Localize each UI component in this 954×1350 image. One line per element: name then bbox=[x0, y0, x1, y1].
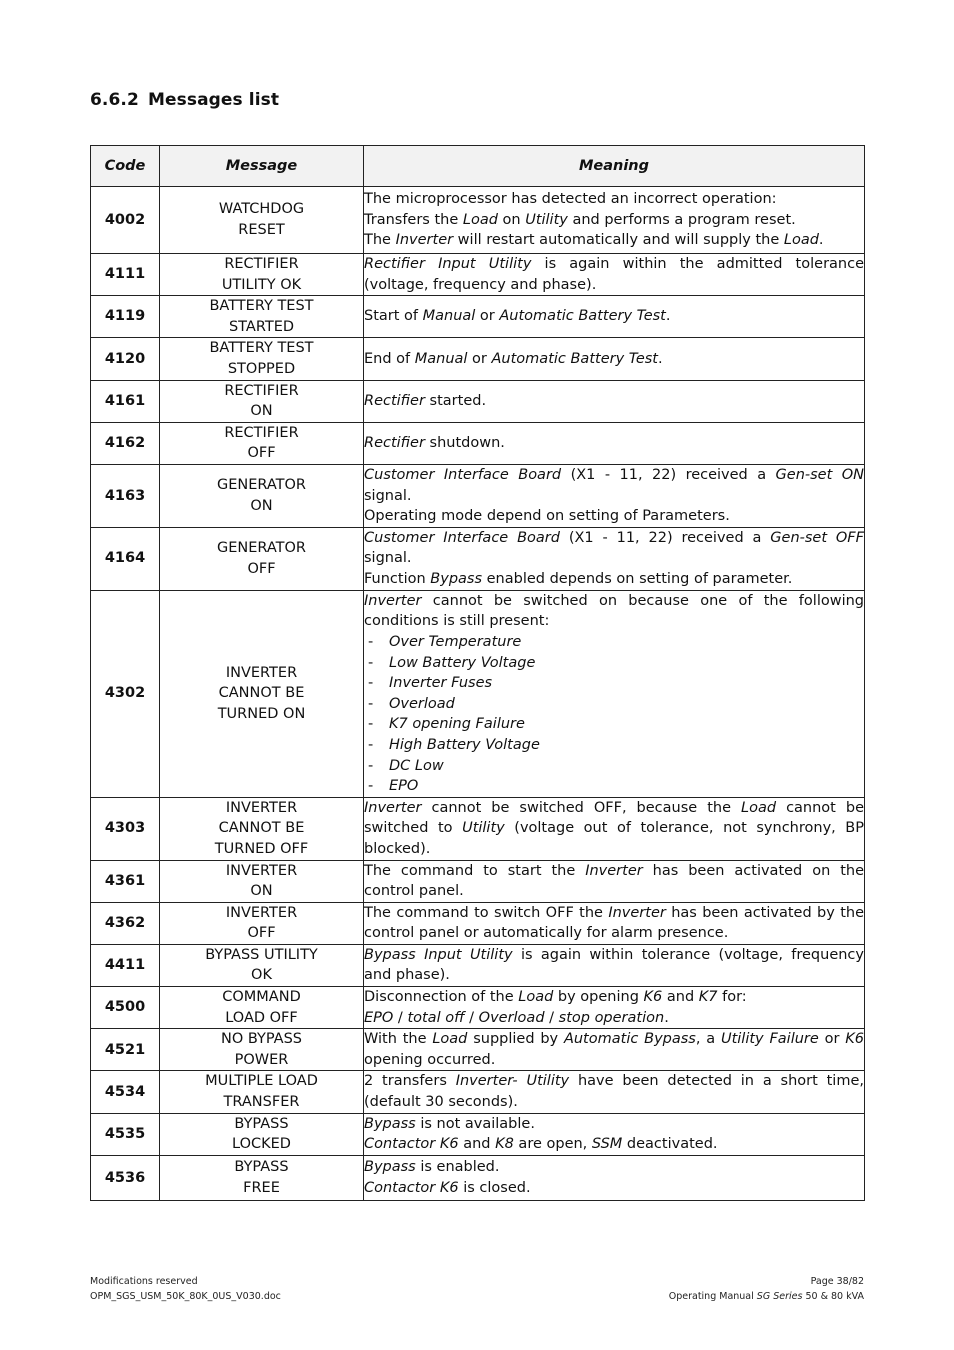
text-run: will restart automatically and will supply the bbox=[453, 232, 784, 249]
text-run: Start of bbox=[364, 308, 423, 325]
message-text bbox=[160, 1155, 364, 1200]
text-run: / bbox=[544, 1009, 559, 1026]
table-row bbox=[91, 422, 865, 464]
text-run: has been activated by the control panel or automatically for alarm presence. bbox=[364, 904, 864, 942]
text-run: and bbox=[662, 989, 699, 1006]
message-code: 4534 bbox=[91, 1071, 160, 1113]
message-line: NO BYPASS bbox=[220, 1031, 303, 1048]
text-run: . bbox=[665, 308, 671, 325]
meaning-paragraph bbox=[364, 1178, 864, 1199]
message-code: 4500 bbox=[91, 987, 160, 1029]
message-line: BYPASS UTILITY bbox=[205, 946, 318, 963]
message-meaning bbox=[364, 422, 865, 464]
message-code: 4536 bbox=[91, 1155, 160, 1200]
text-run: The command to switch OFF the bbox=[364, 904, 609, 921]
message-line: TURNED ON bbox=[217, 706, 306, 723]
text-run: is enabled. bbox=[415, 1159, 500, 1176]
text-run: supplied by bbox=[467, 1031, 564, 1048]
table-row bbox=[91, 296, 865, 338]
text-run: opening occurred. bbox=[364, 1051, 496, 1068]
footer-manual-title bbox=[669, 1289, 864, 1304]
condition-item: - DC Low bbox=[364, 756, 864, 777]
message-line: GENERATOR bbox=[216, 477, 307, 494]
text-run: Gen-set OFF bbox=[770, 529, 864, 546]
text-run: have been detected in a short time, (default 30 seconds). bbox=[364, 1073, 864, 1111]
condition-item: - EPO bbox=[364, 776, 864, 797]
meaning-paragraph bbox=[364, 945, 864, 986]
message-code: 4111 bbox=[91, 254, 160, 296]
text-run: Disconnection of the bbox=[364, 989, 519, 1006]
meaning-paragraph bbox=[364, 349, 864, 370]
meaning-paragraph bbox=[364, 1008, 864, 1029]
text-run: cannot be switched on because one of the following conditions is still present: bbox=[364, 592, 864, 630]
message-text bbox=[160, 296, 364, 338]
meaning-paragraph bbox=[364, 987, 864, 1008]
message-code: 4002 bbox=[91, 187, 160, 254]
message-code: 4163 bbox=[91, 464, 160, 527]
text-run: deactivated. bbox=[622, 1136, 718, 1153]
message-meaning bbox=[364, 527, 865, 590]
text-run: shutdown. bbox=[424, 435, 505, 452]
message-code: 4161 bbox=[91, 380, 160, 422]
text-run: or bbox=[475, 308, 500, 325]
text-run: The bbox=[364, 232, 396, 249]
footer-modifications: Modifications reserved bbox=[90, 1276, 198, 1287]
meaning-paragraph bbox=[364, 465, 864, 506]
message-line: POWER bbox=[234, 1051, 289, 1068]
text-run: is again within tolerance (voltage, frequency and phase). bbox=[364, 946, 864, 984]
message-line: BATTERY TEST bbox=[209, 340, 314, 357]
message-text bbox=[160, 464, 364, 527]
meaning-paragraph bbox=[364, 254, 864, 295]
text-run: Automatic Battery Test bbox=[491, 350, 658, 367]
meaning-paragraph bbox=[364, 1157, 864, 1178]
table-row bbox=[91, 987, 865, 1029]
condition-item: - High Battery Voltage bbox=[364, 735, 864, 756]
text-run: for: bbox=[717, 989, 747, 1006]
condition-item: - Over Temperature bbox=[364, 632, 864, 653]
message-line: MULTIPLE LOAD bbox=[205, 1073, 318, 1090]
text-run: Utility bbox=[462, 820, 505, 837]
text-run: Inverter bbox=[364, 592, 422, 609]
message-line: STOPPED bbox=[227, 360, 296, 377]
message-line: GENERATOR bbox=[216, 540, 307, 557]
text-run: Utility bbox=[525, 211, 568, 228]
message-line: FREE bbox=[243, 1179, 280, 1196]
message-meaning bbox=[364, 464, 865, 527]
table-row bbox=[91, 187, 865, 254]
message-meaning bbox=[364, 860, 865, 902]
table-row bbox=[91, 860, 865, 902]
text-run: Inverter bbox=[364, 799, 422, 816]
table-row bbox=[91, 1113, 865, 1155]
text-run: Operating Manual bbox=[668, 1291, 757, 1302]
message-line: OFF bbox=[247, 445, 276, 462]
table-header-row bbox=[91, 146, 865, 187]
text-run: is closed. bbox=[458, 1179, 531, 1196]
text-run: Inverter bbox=[608, 904, 666, 921]
table-row bbox=[91, 797, 865, 860]
text-run: Contactor K6 bbox=[364, 1136, 459, 1153]
message-line: RECTIFIER bbox=[224, 382, 299, 399]
meaning-paragraph bbox=[364, 798, 864, 860]
text-run: signal. bbox=[364, 487, 412, 504]
condition-item: - Low Battery Voltage bbox=[364, 653, 864, 674]
meaning-paragraph bbox=[364, 306, 864, 327]
text-run: or bbox=[467, 350, 492, 367]
footer-page-number: Page 38/82 bbox=[810, 1276, 864, 1287]
text-run: 50 & 80 kVA bbox=[802, 1291, 864, 1302]
text-run: enabled depends on setting of parameter. bbox=[482, 571, 793, 588]
table-row bbox=[91, 254, 865, 296]
meaning-paragraph bbox=[364, 1071, 864, 1112]
text-run: Customer Interface Board bbox=[364, 466, 562, 483]
meaning-paragraph bbox=[364, 528, 864, 569]
message-text bbox=[160, 987, 364, 1029]
table-body bbox=[91, 187, 865, 1201]
text-run: Inverter- Utility bbox=[455, 1073, 570, 1090]
text-run: Overload bbox=[478, 1009, 545, 1026]
message-code: 4361 bbox=[91, 860, 160, 902]
text-run: / bbox=[464, 1009, 479, 1026]
message-code: 4164 bbox=[91, 527, 160, 590]
message-line: OFF bbox=[247, 925, 276, 942]
message-line: STARTED bbox=[228, 318, 295, 335]
messages-table bbox=[90, 145, 865, 1201]
message-line: LOCKED bbox=[232, 1136, 291, 1153]
section-heading bbox=[90, 90, 279, 110]
footer-left bbox=[90, 1274, 281, 1304]
header-message: Message bbox=[160, 146, 364, 187]
text-run: The microprocessor has detected an incorrect operation: bbox=[364, 191, 777, 208]
table-row bbox=[91, 944, 865, 986]
message-meaning bbox=[364, 590, 865, 797]
message-meaning bbox=[364, 1155, 865, 1200]
text-run: Customer Interface Board bbox=[364, 529, 560, 546]
message-meaning bbox=[364, 797, 865, 860]
message-text bbox=[160, 422, 364, 464]
text-run: With the bbox=[364, 1031, 433, 1048]
message-text bbox=[160, 1113, 364, 1155]
text-run: started. bbox=[424, 392, 487, 409]
message-line: INVERTER bbox=[225, 862, 298, 879]
meaning-paragraph bbox=[364, 433, 864, 454]
text-run: Inverter bbox=[395, 232, 454, 249]
header-code: Code bbox=[91, 146, 160, 187]
message-meaning bbox=[364, 380, 865, 422]
text-run: . bbox=[664, 1009, 669, 1026]
message-line: BYPASS bbox=[234, 1115, 289, 1132]
message-line: RECTIFIER bbox=[224, 256, 299, 272]
message-text bbox=[160, 797, 364, 860]
message-line: TRANSFER bbox=[223, 1094, 300, 1111]
text-run: Rectifier Input Utility bbox=[364, 256, 532, 272]
condition-list bbox=[364, 632, 864, 797]
text-run: , a bbox=[695, 1031, 721, 1048]
message-line: UTILITY OK bbox=[221, 276, 302, 293]
meaning-paragraph bbox=[364, 391, 864, 412]
message-meaning bbox=[364, 187, 865, 254]
text-run: The command to start the bbox=[364, 862, 586, 879]
message-meaning bbox=[364, 338, 865, 380]
message-text bbox=[160, 527, 364, 590]
message-text bbox=[160, 944, 364, 986]
message-meaning bbox=[364, 254, 865, 296]
message-code: 4535 bbox=[91, 1113, 160, 1155]
message-code: 4362 bbox=[91, 902, 160, 944]
footer-doc-filename: OPM_SGS_USM_50K_80K_0US_V030.doc bbox=[90, 1291, 281, 1302]
message-line: CANNOT BE bbox=[218, 820, 305, 837]
text-run: . bbox=[658, 350, 663, 367]
meaning-paragraph bbox=[364, 230, 864, 251]
text-run: Load bbox=[783, 232, 819, 249]
meaning-paragraph bbox=[364, 506, 864, 527]
text-run: is again within the admitted tolerance (voltage, frequency and phase). bbox=[364, 256, 864, 293]
condition-item: - Inverter Fuses bbox=[364, 673, 864, 694]
table-row bbox=[91, 1029, 865, 1071]
message-text bbox=[160, 860, 364, 902]
text-run: Bypass Input Utility bbox=[364, 946, 513, 963]
meaning-paragraph bbox=[364, 189, 864, 210]
meaning-paragraph bbox=[364, 861, 864, 902]
message-meaning bbox=[364, 944, 865, 986]
text-run: Bypass bbox=[364, 1115, 416, 1132]
message-code: 4162 bbox=[91, 422, 160, 464]
meaning-paragraph bbox=[364, 1029, 864, 1070]
text-run: Gen-set ON bbox=[775, 466, 864, 483]
meaning-paragraph bbox=[364, 569, 864, 590]
message-line: INVERTER bbox=[225, 904, 298, 921]
message-line: RECTIFIER bbox=[224, 424, 299, 441]
text-run: Load bbox=[462, 211, 498, 228]
text-run: Function bbox=[364, 571, 431, 588]
text-run: signal. bbox=[364, 550, 412, 567]
message-line: RESET bbox=[238, 222, 285, 238]
text-run: and performs a program reset. bbox=[567, 211, 796, 228]
message-line: OK bbox=[251, 967, 272, 984]
message-text bbox=[160, 187, 364, 254]
text-run: are open, bbox=[513, 1136, 592, 1153]
text-run: Rectifier bbox=[364, 435, 425, 452]
message-line: LOAD OFF bbox=[225, 1009, 298, 1026]
message-code: 4303 bbox=[91, 797, 160, 860]
meaning-paragraph bbox=[364, 591, 864, 632]
text-run: by opening bbox=[553, 989, 644, 1006]
message-text bbox=[160, 590, 364, 797]
text-run: Inverter bbox=[585, 862, 643, 879]
section-title: Messages list bbox=[148, 90, 280, 110]
message-line: CANNOT BE bbox=[218, 685, 305, 702]
message-line: WATCHDOG bbox=[218, 201, 305, 218]
message-line: ON bbox=[250, 883, 273, 900]
text-run: . bbox=[818, 232, 824, 249]
text-run: Automatic Bypass bbox=[563, 1031, 696, 1048]
text-run: (X1 - 11, 22) received a bbox=[561, 466, 776, 483]
condition-item: - Overload bbox=[364, 694, 864, 715]
table-row bbox=[91, 902, 865, 944]
meaning-paragraph bbox=[364, 903, 864, 944]
message-text bbox=[160, 338, 364, 380]
text-run: Utility Failure bbox=[720, 1031, 819, 1048]
text-run: Automatic Battery Test bbox=[499, 308, 666, 325]
message-line: INVERTER bbox=[225, 799, 298, 816]
message-meaning bbox=[364, 987, 865, 1029]
message-code: 4521 bbox=[91, 1029, 160, 1071]
message-text bbox=[160, 380, 364, 422]
table-row bbox=[91, 1155, 865, 1200]
message-line: BATTERY TEST bbox=[209, 298, 314, 315]
text-run: is not available. bbox=[415, 1115, 535, 1132]
message-text bbox=[160, 1029, 364, 1071]
table-row bbox=[91, 1071, 865, 1113]
meaning-paragraph bbox=[364, 210, 864, 231]
text-run: Manual bbox=[422, 308, 476, 325]
text-run: SSM bbox=[591, 1136, 623, 1153]
text-run: total off bbox=[407, 1009, 465, 1026]
table-row bbox=[91, 380, 865, 422]
text-run: (voltage out of tolerance, not synchrony, BP blocked). bbox=[364, 820, 864, 857]
message-code: 4119 bbox=[91, 296, 160, 338]
header-meaning: Meaning bbox=[364, 146, 865, 187]
text-run: Bypass bbox=[364, 1159, 416, 1176]
text-run: K6 bbox=[643, 989, 663, 1006]
section-number: 6.6.2 bbox=[90, 90, 139, 110]
message-line: OFF bbox=[247, 560, 276, 577]
text-run: Contactor K6 bbox=[364, 1179, 459, 1196]
footer-right bbox=[669, 1274, 864, 1304]
text-run: SG Series bbox=[756, 1291, 803, 1302]
message-meaning bbox=[364, 1071, 865, 1113]
text-run: 2 transfers bbox=[364, 1073, 456, 1090]
text-run: (X1 - 11, 22) received a bbox=[559, 529, 771, 546]
text-run: or bbox=[818, 1031, 846, 1048]
text-run: stop operation bbox=[558, 1009, 665, 1026]
message-line: TURNED OFF bbox=[214, 840, 309, 857]
message-line: INVERTER bbox=[225, 664, 298, 681]
text-run: Rectifier bbox=[364, 392, 425, 409]
text-run: EPO bbox=[364, 1009, 394, 1026]
text-run: Manual bbox=[414, 350, 468, 367]
message-text bbox=[160, 254, 364, 296]
text-run: on bbox=[497, 211, 526, 228]
text-run: Transfers the bbox=[364, 211, 463, 228]
table-row bbox=[91, 338, 865, 380]
message-text bbox=[160, 902, 364, 944]
message-line: BYPASS bbox=[234, 1159, 289, 1176]
text-run: Load bbox=[518, 989, 554, 1006]
message-line: ON bbox=[250, 403, 273, 420]
text-run: K6 bbox=[845, 1031, 865, 1048]
meaning-paragraph bbox=[364, 1114, 864, 1135]
text-run: cannot be switched OFF, because the bbox=[421, 799, 742, 816]
text-run: and bbox=[458, 1136, 496, 1153]
table-row bbox=[91, 590, 865, 797]
message-meaning bbox=[364, 1113, 865, 1155]
message-meaning bbox=[364, 902, 865, 944]
text-run: Load bbox=[741, 799, 777, 816]
text-run: has been activated on the control panel. bbox=[364, 862, 864, 900]
text-run: End of bbox=[364, 350, 415, 367]
message-line: ON bbox=[250, 497, 273, 514]
message-code: 4120 bbox=[91, 338, 160, 380]
text-run: / bbox=[393, 1009, 408, 1026]
text-run: K7 bbox=[698, 989, 718, 1006]
message-meaning bbox=[364, 1029, 865, 1071]
condition-item: - K7 opening Failure bbox=[364, 714, 864, 735]
message-text bbox=[160, 1071, 364, 1113]
message-code: 4302 bbox=[91, 590, 160, 797]
text-run: Load bbox=[432, 1031, 468, 1048]
text-run: K8 bbox=[495, 1136, 514, 1153]
table-row bbox=[91, 464, 865, 527]
message-meaning bbox=[364, 296, 865, 338]
message-code: 4411 bbox=[91, 944, 160, 986]
table-row bbox=[91, 527, 865, 590]
message-line: COMMAND bbox=[222, 989, 301, 1006]
text-run: cannot be switched to bbox=[364, 799, 864, 837]
text-run: Operating mode depend on setting of Parameters. bbox=[364, 508, 730, 525]
text-run: Bypass bbox=[430, 571, 483, 588]
meaning-paragraph bbox=[364, 1134, 864, 1155]
